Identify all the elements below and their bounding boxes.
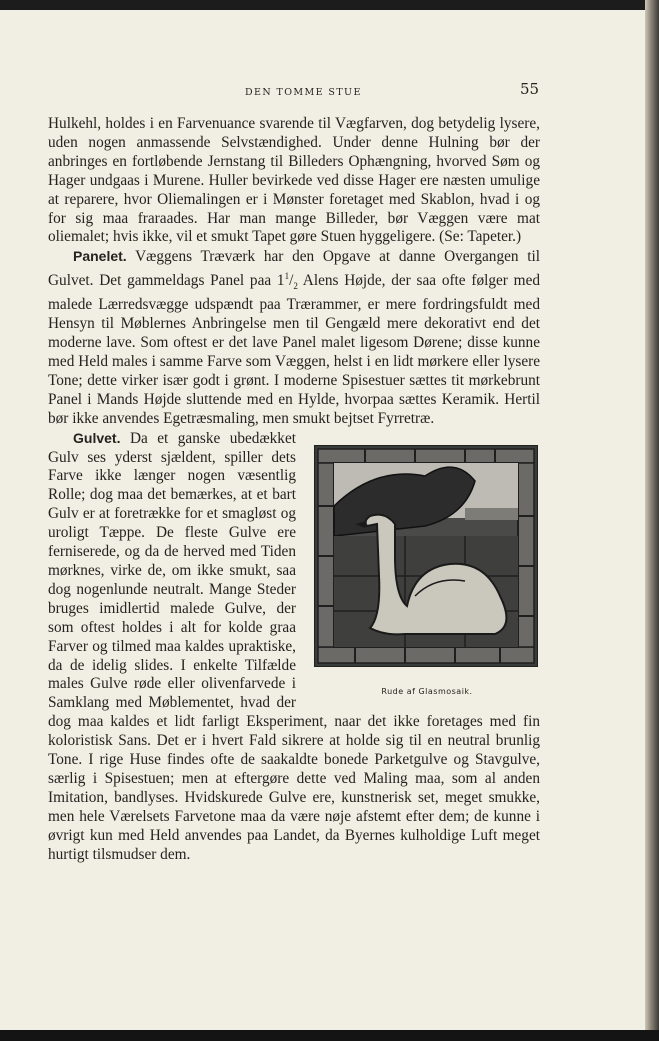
paragraph-ceiling: Hulkehl, holdes i en Farvenuance svarende til Vægfarven, dog betydelig lysere, uden nogen anmassende Selvstændighed. Under denne Hulning bør der anbringes en fortløbende Jernstang til Billeders Ophængning, hvorved Søm og Hager undgaas i Murene. Huller bevirkede ved disse Hager ere næsten umulige at reparere, hvor Oliemalingen er i Mønster foretaget med Skablon, hvad i og for sig maa fraraades. Har man mange Billeder, bør Væggen være mat oliemalet; hvis ikke, vil et smukt Tapet gøre Stuen hyggeligere. (Se: Tapeter.) [48, 115, 540, 246]
heading-panel: Panelet. [73, 248, 127, 265]
running-title: DEN TOMME STUE [245, 87, 362, 98]
book-page-edge [645, 0, 659, 1041]
paragraph-panel: Panelet. Væggens Træværk har den Opgave at danne Overgangen til Gulvet. Det gammeldags Panel paa $1^1/_2$ Alens Højde, der saa ofte følger med malede Lærredsvægge udspændt paa Trærammer, er mere fordringsfuldt med Hensyn til Møblernes Anbringelse men til Gengæld mere dekorativt end det moderne lave. Som oftest er det lave Panel malet ligesom Dørene; disse kunne med Held males i samme Farve som Væggen, helst i en lidt mørkere eller lysere Tone; dette virker især godt i grønt. I moderne Spisestuer sættes tit mørkebrunt Panel i Mands Højde sluttende med en Hylde, hvorpaa sættes Keramik. Hertil bør ikke anvendes Egetræsmaling, men smukt bejtset Fyrretræ. [48, 248, 541, 427]
glass-mosaic-image [315, 446, 537, 666]
fraction-denominator: 2 [293, 281, 298, 292]
fraction-numerator: 1 [284, 271, 290, 282]
floor-text: Da et ganske ubedækket Gulv ses yderst sjældent, spiller dets Farve ikke længer nogen væsentlig Rolle; dog maa det bemærkes, at et bart Gulv er at foretrække for et smagløst og uroligt Tæppe. De fleste Gulve ere ferniserede, og da de herved med Tiden mørknes, virke de, om ikke smukt, saa dog nogenlunde neutralt. Mange Steder bruges imidlertid malede Gulve, der som oftest holdes i alt for kolde graa Farver og tilmed maa kaldes upraktiske, da de idelig slides. I enkelte Tilfælde males Gulve røde eller olivenfarvede i Samklang med Møblementet, hvad der dog maa kaldes et lidt farligt Eksperiment, naar det ikke foretages med fin koloristisk Sans. Det er i hvert Fald sikrere at holde sig til en neutral brunlig Tone. I rige Huse findes ofte de saakaldte bonede Parketgulve og Stavgulve, særlig i Spisestuen; men at eftergøre dette ved Maling maa, som al anden Imitation, bandlyses. Hvidskurede Gulve ere, kunstnerisk set, meget smukke, men hele Værelsets Farvetone maa da være nøje afstemt efter dem; de kunne i øvrigt kun med Held anvendes paa Landet, da Byernes kulholdige Luft meget hurtigt tilsmudser dem. [48, 429, 540, 863]
panel-text-rest: Alens Højde, der saa ofte følger med malede Lærredsvægge udspændt paa Trærammer, er mere fordringsfuldt med Hensyn til Møblernes Anbringelse men til Gengæld mere dekorativt end det moderne lave. Som oftest er det lave Panel malet ligesom Dørene; disse kunne med Held males i samme Farve som Væggen, helst i en lidt mørkere eller lysere Tone; dette virker især godt i grønt. I moderne Spisestuer sættes tit mørkebrunt Panel i Mands Højde sluttende med en Hylde, hvorpaa sættes Keramik. Hertil bør ikke anvendes Egetræsmaling, men smukt bejtset Fyrretræ. [48, 272, 541, 427]
body-text [48, 115, 540, 864]
figure-glass-mosaic [314, 445, 540, 701]
heading-floor: Gulvet. [73, 429, 121, 446]
book-page [0, 10, 645, 1030]
glass-mosaic-illustration [314, 445, 538, 667]
scan-bottom-border [0, 1030, 659, 1041]
figure-caption: Rude af Glasmosaik. [381, 686, 473, 696]
page-number: 55 [520, 80, 540, 98]
page-header [0, 80, 645, 110]
panel-text-start: Væggens Træværk har den Opgave at danne Overgangen til Gulvet. Det gammeldags Panel paa 1 [48, 248, 540, 290]
